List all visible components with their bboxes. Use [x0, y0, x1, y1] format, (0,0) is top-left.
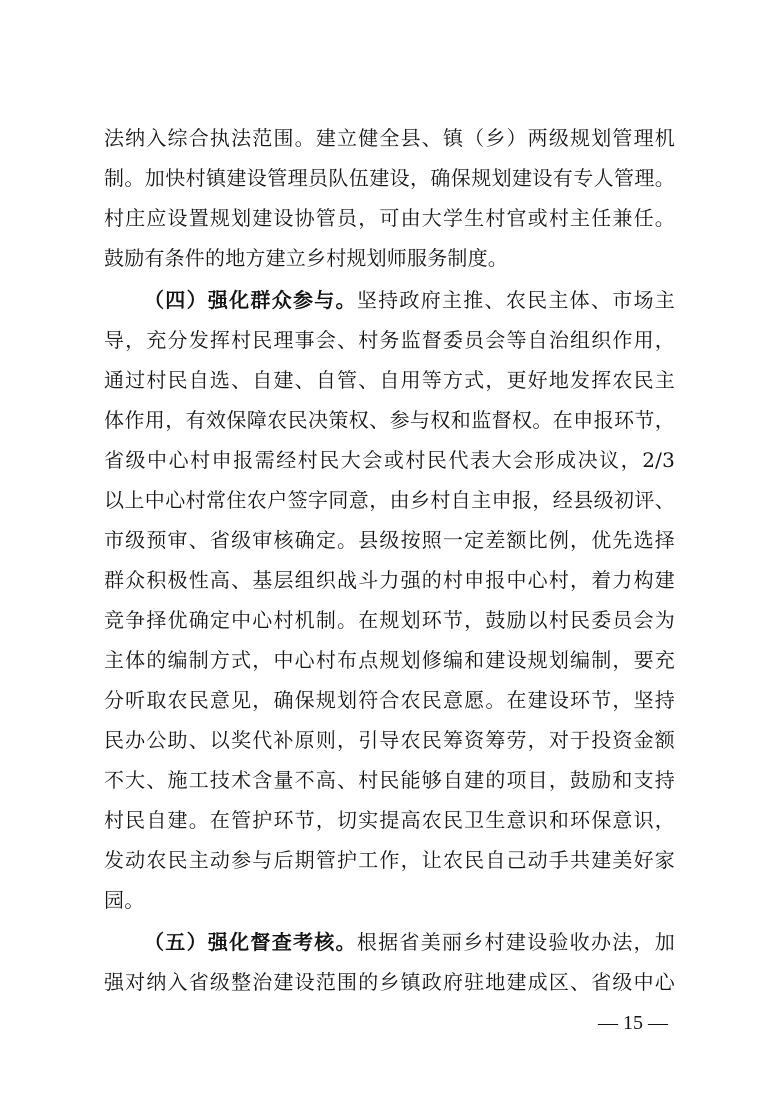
- body-line: 村庄应设置规划建设协管员，可由大学生村官或村主任兼任。: [104, 206, 675, 230]
- body-line: 群众积极性高、基层组织战斗力强的村申报中心村，着力构建: [104, 568, 675, 592]
- section-4-first-line: [104, 280, 675, 320]
- section-4-text: 坚持政府主推、农民主体、市场主: [356, 288, 676, 312]
- body-line: 不大、施工技术含量不高、村民能够自建的项目，鼓励和支持: [104, 768, 675, 792]
- section-4-heading: （四）强化群众参与。: [144, 288, 357, 312]
- body-line: 制。加快村镇建设管理员队伍建设，确保规划建设有专人管理。: [104, 166, 675, 190]
- section-5-first-line: [104, 922, 675, 962]
- body-line: 体作用，有效保障农民决策权、参与权和监督权。在申报环节，: [104, 408, 675, 432]
- body-line: 省级中心村申报需经村民大会或村民代表大会形成决议，2/3: [104, 448, 675, 472]
- body-line: 法纳入综合执法范围。建立健全县、镇（乡）两级规划管理机: [104, 126, 675, 150]
- body-line: 导，充分发挥村民理事会、村务监督委员会等自治组织作用，: [104, 328, 675, 352]
- body-line: 通过村民自选、自建、自管、自用等方式，更好地发挥农民主: [104, 368, 675, 392]
- body-line: 以上中心村常住农户签字同意，由乡村自主申报，经县级初评、: [104, 488, 675, 512]
- body-line: 分听取农民意见，确保规划符合农民意愿。在建设环节，坚持: [104, 688, 675, 712]
- body-line: 鼓励有条件的地方建立乡村规划师服务制度。: [104, 246, 508, 270]
- body-line: 发动农民主动参与后期管护工作，让农民自己动手共建美好家: [104, 848, 675, 872]
- body-line: 民办公助、以奖代补原则，引导农民筹资筹劳，对于投资金额: [104, 728, 675, 752]
- body-line: 主体的编制方式，中心村布点规划修编和建设规划编制，要充: [104, 648, 675, 672]
- body-line: 村民自建。在管护环节，切实提高农民卫生意识和环保意识，: [104, 808, 675, 832]
- page-number: — 15 —: [598, 1012, 668, 1034]
- body-line: 强对纳入省级整治建设范围的乡镇政府驻地建成区、省级中心: [104, 970, 675, 994]
- body-line: 竞争择优确定中心村机制。在规划环节，鼓励以村民委员会为: [104, 608, 675, 632]
- body-line: 园。: [104, 888, 145, 912]
- body-line: 市级预审、省级审核确定。县级按照一定差额比例，优先选择: [104, 528, 675, 552]
- section-5-text: 根据省美丽乡村建设验收办法，加: [356, 930, 676, 954]
- section-5-heading: （五）强化督查考核。: [144, 930, 357, 954]
